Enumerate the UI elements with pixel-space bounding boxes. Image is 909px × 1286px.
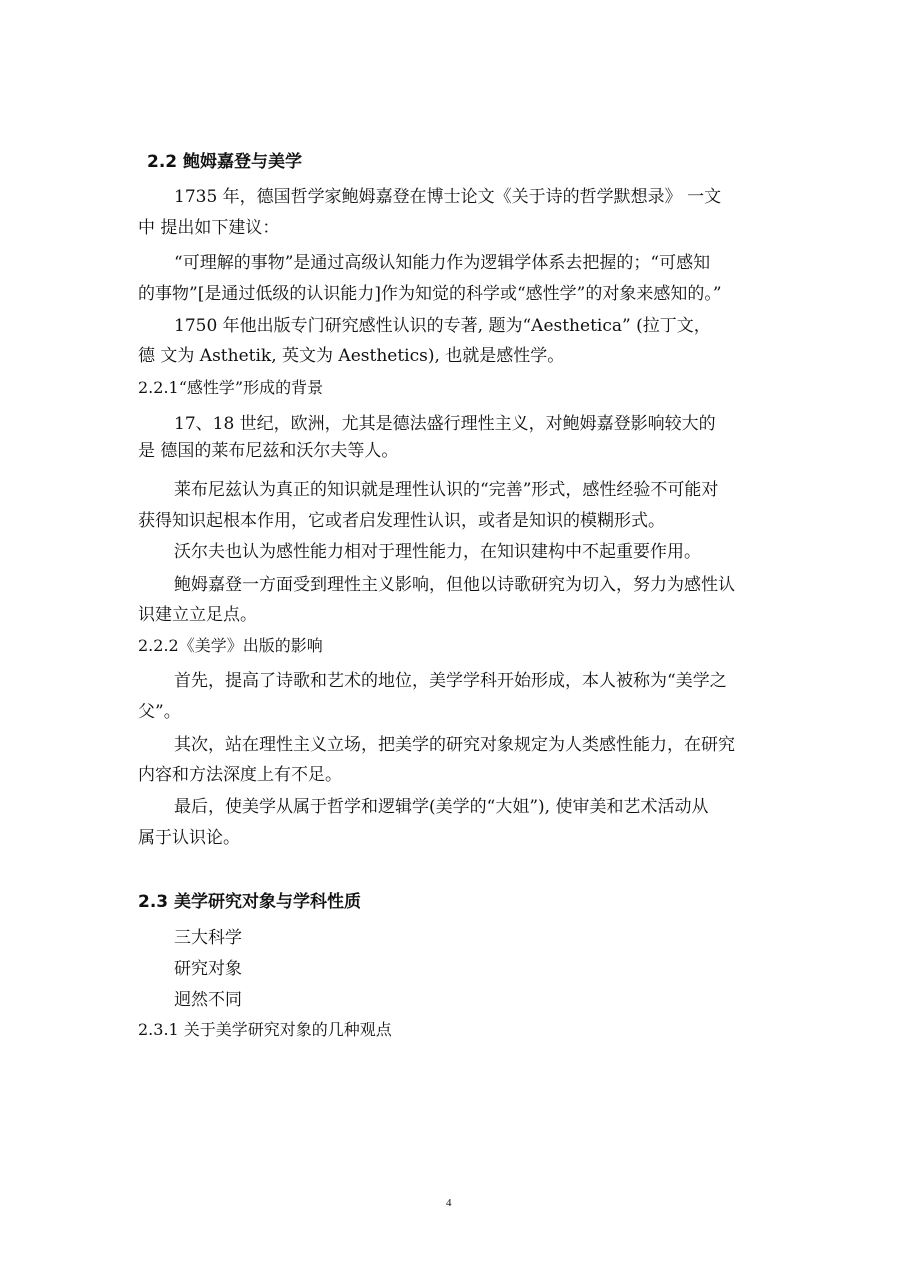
paragraph-line: 的事物”[是通过低级的认识能力]作为知觉的科学或“感性学”的对象来感知的。” bbox=[138, 284, 722, 304]
list-item: 三大科学 bbox=[174, 928, 242, 948]
section-2-3-heading: 2.3 美学研究对象与学科性质 bbox=[138, 892, 362, 912]
list-item: 研究对象 bbox=[174, 959, 242, 979]
paragraph-line: 最后，使美学从属于哲学和逻辑学(美学的“大姐”), 使审美和艺术活动从 bbox=[174, 797, 709, 817]
paragraph-line: 德 文为 Asthetik, 英文为 Aesthetics), 也就是感性学。 bbox=[138, 346, 565, 366]
paragraph-line: 莱布尼兹认为真正的知识就是理性认识的“完善”形式，感性经验不可能对 bbox=[174, 480, 719, 500]
paragraph-line: 属于认识论。 bbox=[138, 828, 240, 848]
subsection-2-2-2-heading: 2.2.2《美学》出版的影响 bbox=[138, 636, 323, 655]
subsection-2-2-1-heading: 2.2.1“感性学”形成的背景 bbox=[138, 378, 324, 397]
paragraph-line: 是 德国的莱布尼兹和沃尔夫等人。 bbox=[138, 441, 399, 461]
paragraph-line: 1750 年他出版专门研究感性认识的专著, 题为“Aesthetica” (拉丁文， bbox=[174, 316, 711, 336]
subsection-2-3-1-heading: 2.3.1 关于美学研究对象的几种观点 bbox=[138, 1020, 392, 1039]
section-2-2-heading: 2.2 鲍姆嘉登与美学 bbox=[147, 152, 303, 172]
paragraph-line: 父”。 bbox=[138, 702, 181, 722]
paragraph-line: 首先，提高了诗歌和艺术的地位，美学学科开始形成，本人被称为“美学之 bbox=[174, 671, 727, 691]
paragraph-line: 其次，站在理性主义立场，把美学的研究对象规定为人类感性能力，在研究 bbox=[174, 735, 735, 755]
paragraph-line: 中 提出如下建议： bbox=[138, 218, 280, 238]
paragraph-line: 识建立立足点。 bbox=[138, 605, 257, 625]
list-item: 迥然不同 bbox=[174, 990, 242, 1010]
paragraph-line: 获得知识起根本作用，它或者启发理性认识，或者是知识的模糊形式。 bbox=[138, 511, 665, 531]
paragraph-line: “可理解的事物”是通过高级认知能力作为逻辑学体系去把握的；“可感知 bbox=[174, 253, 711, 273]
paragraph-line: 鲍姆嘉登一方面受到理性主义影响，但他以诗歌研究为切入，努力为感性认 bbox=[174, 575, 735, 595]
paragraph-line: 内容和方法深度上有不足。 bbox=[138, 765, 342, 785]
paragraph-line: 1735 年，德国哲学家鲍姆嘉登在博士论文《关于诗的哲学默想录》 一文 bbox=[174, 187, 722, 207]
page-number: 4 bbox=[446, 1197, 452, 1209]
paragraph-line: 沃尔夫也认为感性能力相对于理性能力，在知识建构中不起重要作用。 bbox=[174, 542, 701, 562]
paragraph-line: 17、18 世纪，欧洲，尤其是德法盛行理性主义，对鲍姆嘉登影响较大的 bbox=[174, 414, 716, 434]
